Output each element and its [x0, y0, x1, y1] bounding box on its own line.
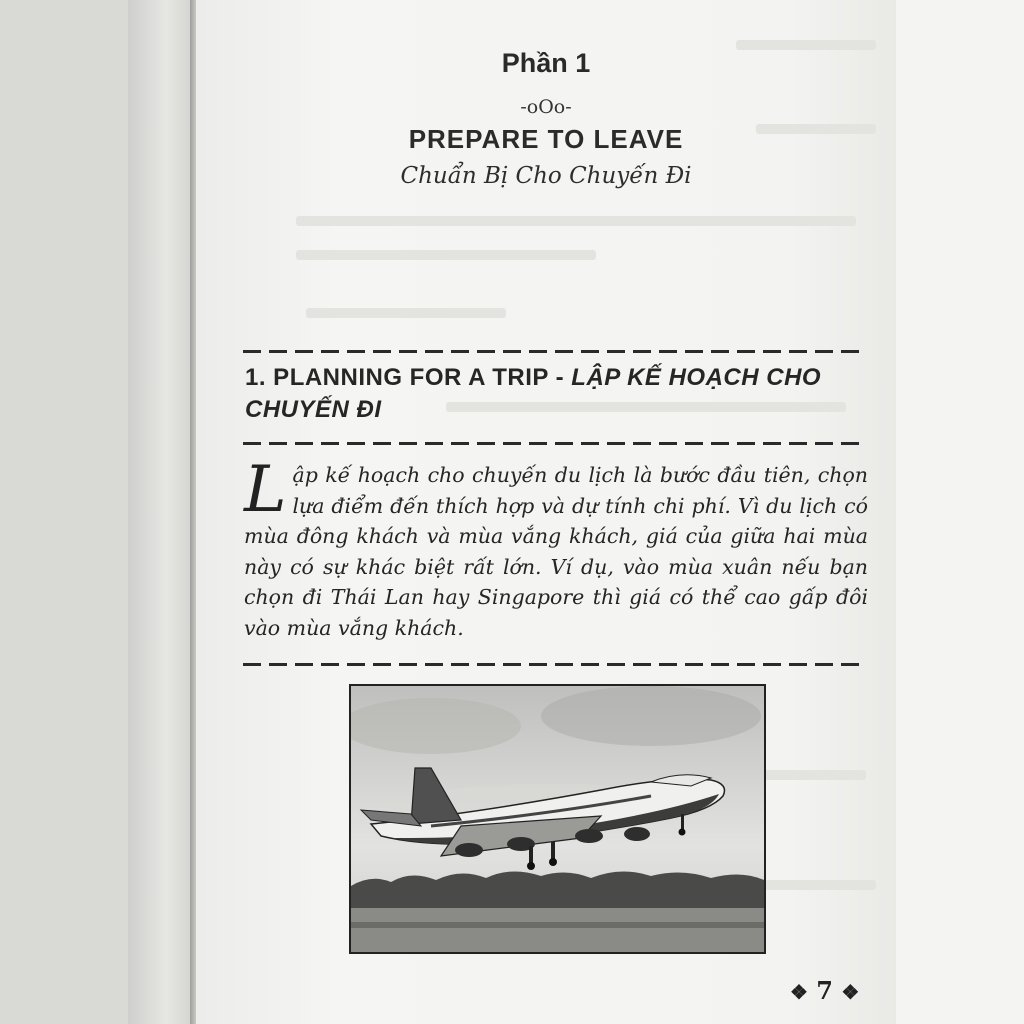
section-subtitle: Chuẩn Bị Cho Chuyến Đi: [400, 163, 692, 189]
part-title: Phần 1: [501, 48, 591, 78]
diamond-ornament-icon: ❖: [790, 980, 808, 1004]
show-through-line: [296, 250, 596, 260]
dashed-rule-middle: [243, 442, 867, 445]
ornament-divider: -oOo-: [520, 96, 572, 118]
topic-heading-english: 1. PLANNING FOR A TRIP -: [245, 364, 572, 391]
intro-paragraph: [244, 453, 868, 643]
intro-paragraph-text: ập kế hoạch cho chuyến du lịch là bước đầu tiên, chọn lựa điểm đến thích hợp và dự tính chi phí. Vì du lịch có mùa đông khách và mùa vắng khách, giá của giữa hai mùa này có sự khác biệt rất lớn. Ví dụ, vào mùa xuân nếu bạn chọn đi Thái Lan hay Singapore thì giá có thể cao gấp đôi vào mùa vắng khách.: [244, 463, 868, 640]
previous-page-edge: [128, 0, 192, 1024]
section-title: PREPARE TO LEAVE: [408, 124, 684, 154]
airplane-photo-icon: [351, 686, 764, 952]
page-number: [790, 976, 859, 1005]
diamond-ornament-icon: ❖: [841, 980, 860, 1004]
page-number-value: 7: [816, 976, 833, 1005]
topic-heading-vietnamese: LẬP KẾ HOẠCH CHO CHUYẾN ĐI: [245, 364, 822, 423]
show-through-line: [296, 216, 856, 226]
topic-heading: [245, 362, 875, 426]
dashed-rule-bottom: [243, 663, 867, 666]
show-through-line: [306, 308, 506, 318]
background: [896, 0, 1024, 1024]
dashed-rule-top: [243, 350, 867, 353]
drop-cap: L: [244, 453, 287, 527]
airplane-takeoff-image: [349, 684, 766, 954]
